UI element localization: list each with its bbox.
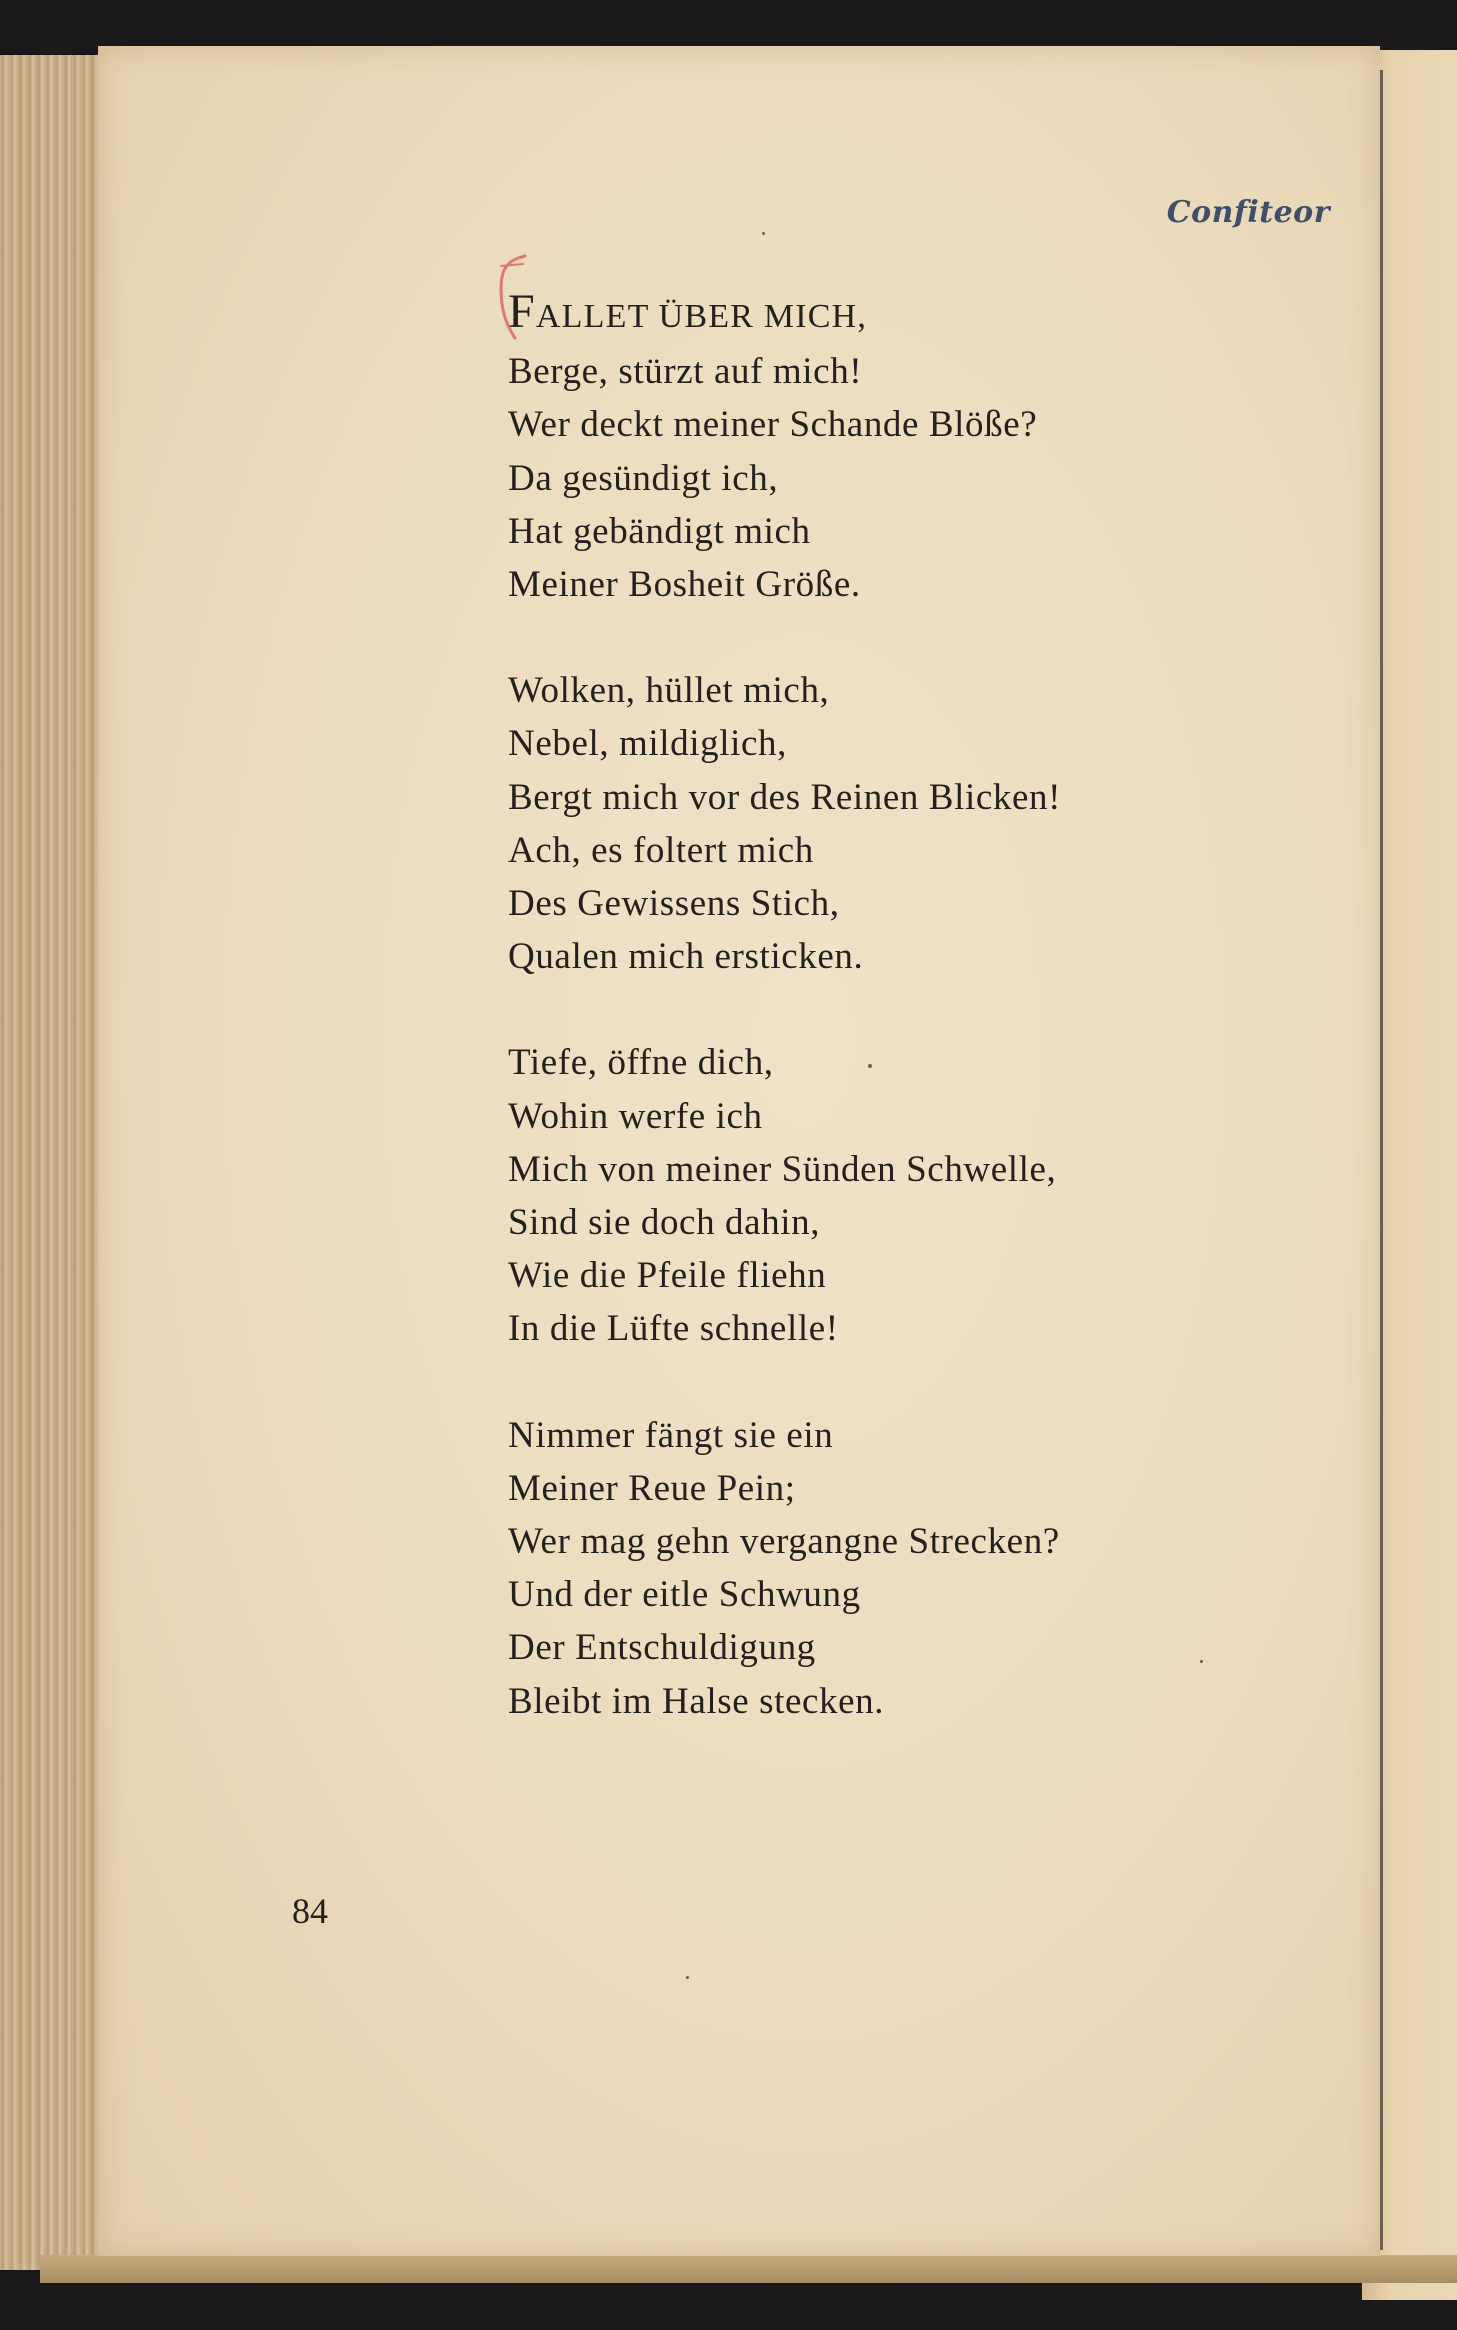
stanza-4 bbox=[508, 1409, 1228, 1728]
poem-line: Wer mag gehn vergangne Strecken? bbox=[508, 1521, 1060, 1563]
poem-line: Nebel, mildiglich, bbox=[508, 723, 787, 765]
paper-speck bbox=[1200, 1660, 1203, 1663]
poem-line: Der Entschuldigung bbox=[508, 1627, 816, 1669]
poem-line: Wohin werfe ich bbox=[508, 1095, 763, 1137]
poem-line: Tiefe, öffne dich, bbox=[508, 1042, 774, 1084]
stanza-3 bbox=[508, 1036, 1228, 1355]
poem-line: Meiner Reue Pein; bbox=[508, 1467, 796, 1509]
poem-line: Berge, stürzt auf mich! bbox=[508, 351, 863, 393]
paper-speck bbox=[762, 232, 765, 235]
poem bbox=[508, 285, 1228, 1781]
poem-line: Wie die Pfeile fliehn bbox=[508, 1255, 827, 1297]
poem-line: Hat gebändigt mich bbox=[508, 510, 811, 552]
poem-line: Qualen mich ersticken. bbox=[508, 936, 864, 978]
poem-line: Und der eitle Schwung bbox=[508, 1574, 861, 1616]
page-number: 84 bbox=[292, 1891, 328, 1931]
stanza-2 bbox=[508, 664, 1228, 983]
poem-line: Wer deckt meiner Schande Blöße? bbox=[508, 404, 1038, 446]
gutter-shadow bbox=[1380, 70, 1383, 2250]
poem-line: Nimmer fängt sie ein bbox=[508, 1414, 834, 1456]
poem-line: Ach, es foltert mich bbox=[508, 829, 814, 871]
poem-line: In die Lüfte schnelle! bbox=[508, 1308, 839, 1350]
poem-title bbox=[508, 285, 1228, 343]
poem-line: Des Gewissens Stich, bbox=[508, 883, 840, 925]
poem-line: Mich von meiner Sünden Schwelle, bbox=[508, 1148, 1057, 1190]
poem-line: Da gesündigt ich, bbox=[508, 457, 779, 499]
poem-line: Bleibt im Halse stecken. bbox=[508, 1680, 885, 1722]
poem-line: Wolken, hüllet mich, bbox=[508, 670, 830, 712]
paper-speck bbox=[868, 1064, 872, 1068]
poem-line: Sind sie doch dahin, bbox=[508, 1202, 821, 1244]
poem-line: Bergt mich vor des Reinen Blicken! bbox=[508, 776, 1062, 818]
poem-line: Meiner Bosheit Größe. bbox=[508, 564, 861, 606]
running-head: Confiteor bbox=[1166, 195, 1330, 230]
title-rest: ALLET ÜBER MICH, bbox=[535, 298, 868, 335]
paper-speck bbox=[686, 1976, 689, 1979]
stanza-1 bbox=[508, 345, 1228, 611]
book-bottom-edge bbox=[40, 2255, 1457, 2283]
title-initial: F bbox=[508, 285, 536, 338]
